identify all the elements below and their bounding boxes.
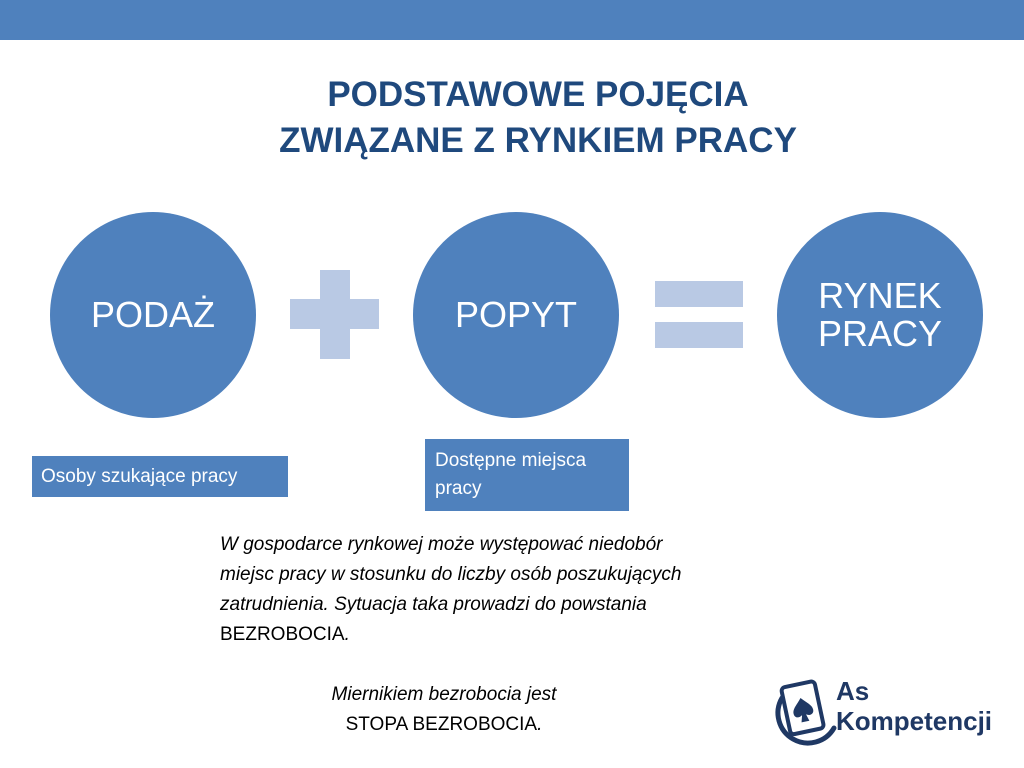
- title-line-1: PODSTAWOWE POJĘCIA: [327, 75, 749, 114]
- demand-circle-label: POPYT: [454, 294, 578, 335]
- title-line-2: ZWIĄZANE Z RYNKIEM PRACY: [279, 121, 797, 160]
- paragraph-term: BEZROBOCIA: [220, 624, 345, 645]
- top-bar: [0, 0, 1024, 40]
- supply-circle: [50, 212, 256, 418]
- unemployment-rate-paragraph: [294, 680, 594, 740]
- unemployment-paragraph: [220, 530, 690, 650]
- supply-description-box: [32, 456, 288, 497]
- supply-description: Osoby szukające pracy: [41, 466, 238, 487]
- supply-circle-label: PODAŻ: [90, 294, 215, 335]
- paragraph-end: .: [344, 624, 350, 645]
- equals-icon-bottom: [655, 322, 743, 348]
- plus-icon-vertical: [320, 270, 350, 359]
- logo-line-2: Kompetencji: [836, 706, 993, 736]
- slide-title: [0, 72, 1024, 164]
- demand-circle: [413, 212, 619, 418]
- logo-text: [836, 676, 992, 736]
- paragraph-text: W gospodarce rynkowej może występować niedobór miejsc pracy w stosunku do liczby osób poszukujących zatrudnienia. Sytuacja taka prowadzi do powstania: [220, 534, 682, 615]
- demand-description: Dostępne miejsca pracy: [435, 450, 587, 499]
- labor-market-label-2: PRACY: [817, 313, 943, 354]
- equals-icon: [655, 281, 743, 307]
- rate-term: STOPA BEZROBOCIA: [345, 714, 538, 735]
- rate-end: .: [537, 714, 543, 735]
- rate-text: Miernikiem bezrobocia jest: [331, 684, 557, 705]
- labor-market-circle: [777, 212, 983, 418]
- labor-market-label-1: RYNEK: [818, 275, 942, 316]
- demand-description-box: [425, 439, 629, 511]
- logo-line-1: As: [836, 676, 870, 706]
